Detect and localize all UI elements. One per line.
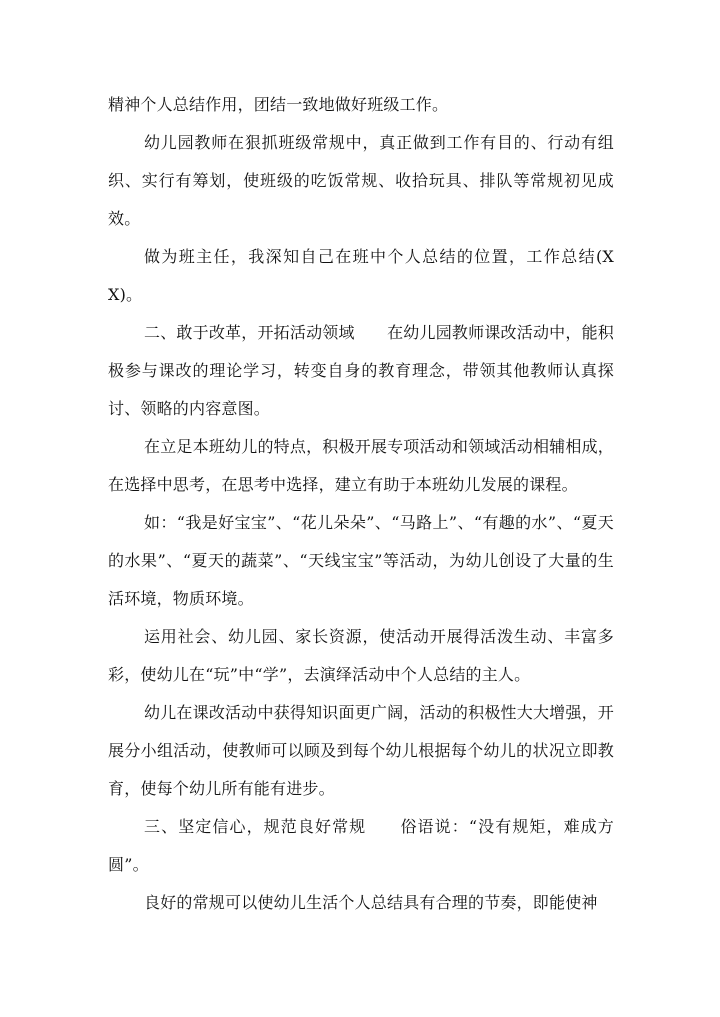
paragraph-section-three-routine: 三、坚定信心，规范良好常规 俗语说：“没有规矩，难成方圆”。	[108, 817, 614, 874]
paragraph-section-two-reform: 二、敢于改革，开拓活动领域 在幼儿园教师课改活动中，能积极参与课改的理论学习，转变自身的教育理念，带领其他教师认真探讨、领略的内容意图。	[108, 323, 614, 418]
paragraph-group-activities: 幼儿在课改活动中获得知识面更广阔，活动的积极性大大增强，开展分小组活动，使教师可以顾及到每个幼儿根据每个幼儿的状况立即教育，使每个幼儿所有能有进步。	[108, 703, 614, 798]
paragraph-activity-examples: 如：“我是好宝宝”、“花儿朵朵”、“马路上”、“有趣的水”、“夏天的水果”、“夏天的蔬菜”、“天线宝宝”等活动，为幼儿创设了大量的生活环境，物质环境。	[108, 513, 614, 608]
paragraph-class-characteristics: 在立足本班幼儿的特点，积极开展专项活动和领域活动相辅相成，在选择中思考，在思考中选择，建立有助于本班幼儿发展的课程。	[108, 437, 614, 494]
paragraph-continuation: 精神个人总结作用，团结一致地做好班级工作。	[108, 95, 449, 114]
paragraph-class-routine: 幼儿园教师在狠抓班级常规中，真正做到工作有目的、行动有组织、实行有筹划，使班级的吃饭常规、收拾玩具、排队等常规初见成效。	[108, 133, 614, 228]
paragraph-head-teacher-role: 做为班主任，我深知自己在班中个人总结的位置，工作总结(XX)。	[108, 247, 614, 304]
paragraph-good-routine: 良好的常规可以使幼儿生活个人总结具有合理的节奏，即能使神	[144, 893, 598, 912]
paragraph-resources: 运用社会、幼儿园、家长资源，使活动开展得活泼生动、丰富多彩，使幼儿在“玩”中“学”，去演绎活动中个人总结的主人。	[108, 627, 614, 684]
